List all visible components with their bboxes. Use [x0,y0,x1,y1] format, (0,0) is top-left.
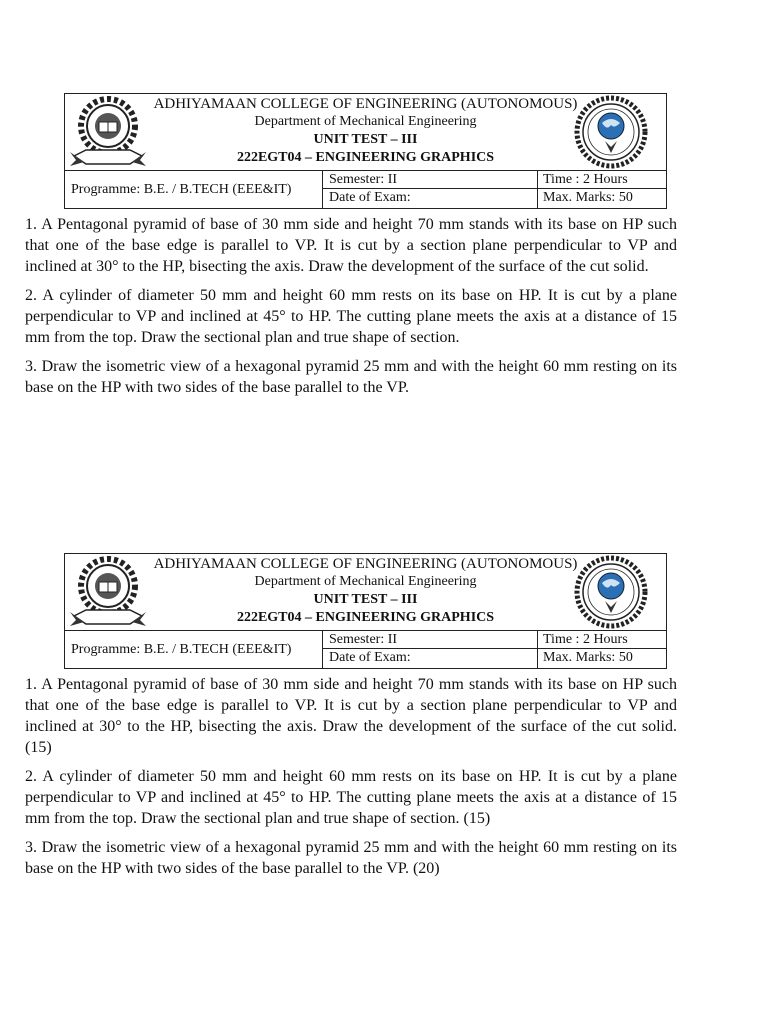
question-item: 2. A cylinder of diameter 50 mm and height 60 mm rests on its base on HP. It is cut by a plane perpendicular to VP and inclined at 45° to HP. The cutting plane meets the axis at a distance of 15 mm from the top. Draw the sectional plan and true shape of section. (15) [25,768,677,827]
semester-date-column [323,631,538,668]
test-title: UNIT TEST – III [313,592,418,607]
time-marks-column [537,171,666,208]
semester-cell: Semester: II [323,171,537,189]
course-title: 222EGT04 – ENGINEERING GRAPHICS [236,610,495,625]
time-marks-column [537,631,666,668]
date-of-exam-cell: Date of Exam: [329,650,411,665]
time-cell: Time : 2 Hours [537,631,666,649]
question-item: 1. A Pentagonal pyramid of base of 30 mm side and height 70 mm stands with its base on HP such that one of the base edge is parallel to VP. It is cut by a section plane perpendicular to VP and inclined at 30° to the HP, bisecting the axis. Draw the development of the surface of the cut solid. [25,216,677,275]
date-of-exam-cell: Date of Exam: [329,190,411,205]
college-name: ADHIYAMAAN COLLEGE OF ENGINEERING (AUTONOMOUS) [153,96,578,112]
test-title: UNIT TEST – III [313,132,418,147]
time-cell: Time : 2 Hours [537,171,666,189]
course-title: 222EGT04 – ENGINEERING GRAPHICS [236,150,495,165]
college-name: ADHIYAMAAN COLLEGE OF ENGINEERING (AUTONOMOUS) [153,556,578,572]
question-item: 3. Draw the isometric view of a hexagonal pyramid 25 mm and with the height 60 mm resting on its base on the HP with two sides of the base parallel to the VP. (20) [25,839,677,877]
exam-info-table [64,171,667,209]
header-text [65,555,666,627]
header-box [64,553,667,631]
question-paper-header-2 [64,553,667,669]
question-list-2 [25,674,677,887]
question-item: 2. A cylinder of diameter 50 mm and height 60 mm rests on its base on HP. It is cut by a plane perpendicular to VP and inclined at 45° to HP. The cutting plane meets the axis at a distance of 15 mm from the top. Draw the sectional plan and true shape of section. [25,287,677,346]
question-item: 3. Draw the isometric view of a hexagonal pyramid 25 mm and with the height 60 mm resting on its base on the HP with two sides of the base parallel to the VP. [25,358,677,396]
question-item: 1. A Pentagonal pyramid of base of 30 mm side and height 70 mm stands with its base on HP such that one of the base edge is parallel to VP. It is cut by a section plane perpendicular to VP and inclined at 30° to the HP, bisecting the axis. Draw the development of the surface of the cut solid. (15) [25,676,677,756]
question-list-1 [25,214,677,406]
programme-cell: Programme: B.E. / B.TECH (EEE&IT) [65,631,323,668]
question-paper-header-1 [64,93,667,209]
max-marks-cell: Max. Marks: 50 [543,650,633,665]
semester-date-column [323,171,538,208]
department-name: Department of Mechanical Engineering [254,114,477,129]
header-box [64,93,667,171]
department-name: Department of Mechanical Engineering [254,574,477,589]
max-marks-cell: Max. Marks: 50 [543,190,633,205]
exam-info-table [64,631,667,669]
header-text [65,95,666,167]
semester-cell: Semester: II [323,631,537,649]
programme-cell: Programme: B.E. / B.TECH (EEE&IT) [65,171,323,208]
